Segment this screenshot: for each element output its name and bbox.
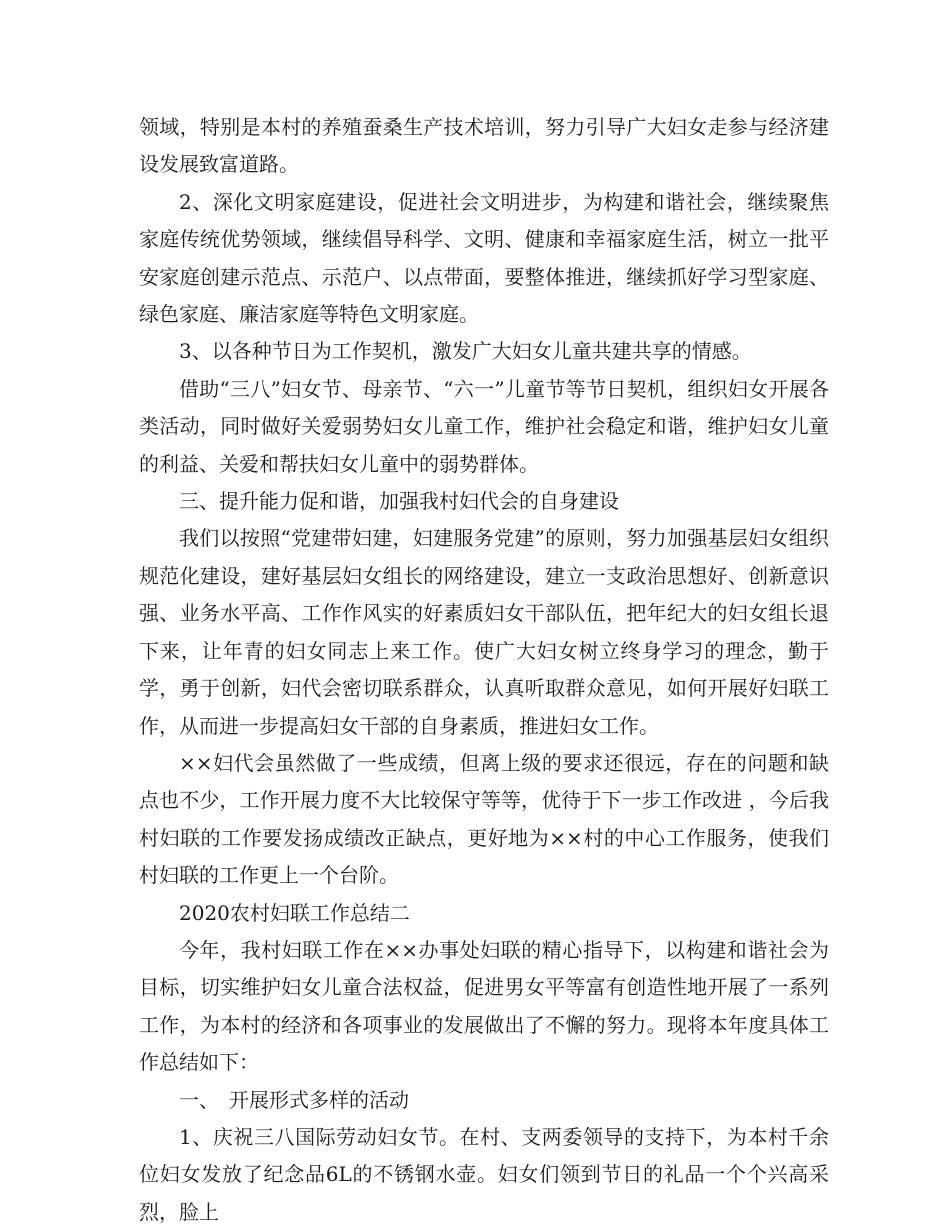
paragraph-party-building: 我们以按照“党建带妇建，妇建服务党建”的原则，努力加强基层妇女组织规范化建设，建好基层妇女组长的网络建设，建立一支政治思想好、创新意识强、业务水平高、工作作风实的好素质妇女干部队伍，把年纪大的妇女组长退下来，让年青的妇女同志上来工作。使广大妇女树立终身学习的理念，勤于学，勇于创新，妇代会密切联系群众，认真听取群众意见，如何开展好妇联工作，从而进一步提高妇女干部的自身素质，推进妇女工作。	[139, 526, 829, 738]
section-heading-activities: 一、 开展形式多样的活动	[179, 1087, 409, 1112]
paragraph-civilized-family: 2、深化文明家庭建设，促进社会文明进步，为构建和谐社会，继续聚焦家庭传统优势领域，继续倡导科学、文明、健康和幸福家庭生活，树立一批平安家庭创建示范点、示范户、以点带面，要整体推进，继续抓好学习型家庭、绿色家庭、廉洁家庭等特色文明家庭。	[139, 189, 829, 327]
section-heading-self-building: 三、提升能力促和谐，加强我村妇代会的自身建设	[179, 489, 619, 514]
paragraph-shortcomings: ××妇代会虽然做了一些成绩，但离上级的要求还很远，存在的问题和缺点也不少，工作开展力度不大比较保守等等，优待于下一步工作改进 ，今后我村妇联的工作要发扬成绩改正缺点，更好地为××村的中心工作服务，使我们村妇联的工作更上一个台阶。	[139, 750, 829, 888]
paragraph-festival-heading: 3、以各种节日为工作契机，激发广大妇女儿童共建共享的情感。	[179, 339, 752, 364]
document-body	[139, 109, 829, 1231]
paragraph-summary-intro: 今年，我村妇联工作在××办事处妇联的精心指导下，以构建和谐社会为目标，切实维护妇女儿童合法权益，促进男女平等富有创造性地开展了一系列工作，为本村的经济和各项事业的发展做出了不懈的努力。现将本年度具体工作总结如下：	[139, 937, 829, 1075]
summary-two-title: 2020农村妇联工作总结二	[179, 900, 410, 925]
paragraph-continuation: 领域，特别是本村的养殖蚕桑生产技术培训，努力引导广大妇女走参与经济建设发展致富道路。	[139, 115, 829, 177]
paragraph-womens-day: 1、庆祝三八国际劳动妇女节。在村、支两委领导的支持下，为本村千余位妇女发放了纪念品6L的不锈钢水壶。妇女们领到节日的礼品一个个兴高采烈，脸上	[139, 1124, 829, 1224]
paragraph-festival-activities: 借助“三八”妇女节、母亲节、“六一”儿童节等节日契机，组织妇女开展各类活动，同时做好关爱弱势妇女儿童工作，维护社会稳定和谐，维护妇女儿童的利益、关爱和帮扶妇女儿童中的弱势群体。	[139, 376, 829, 476]
